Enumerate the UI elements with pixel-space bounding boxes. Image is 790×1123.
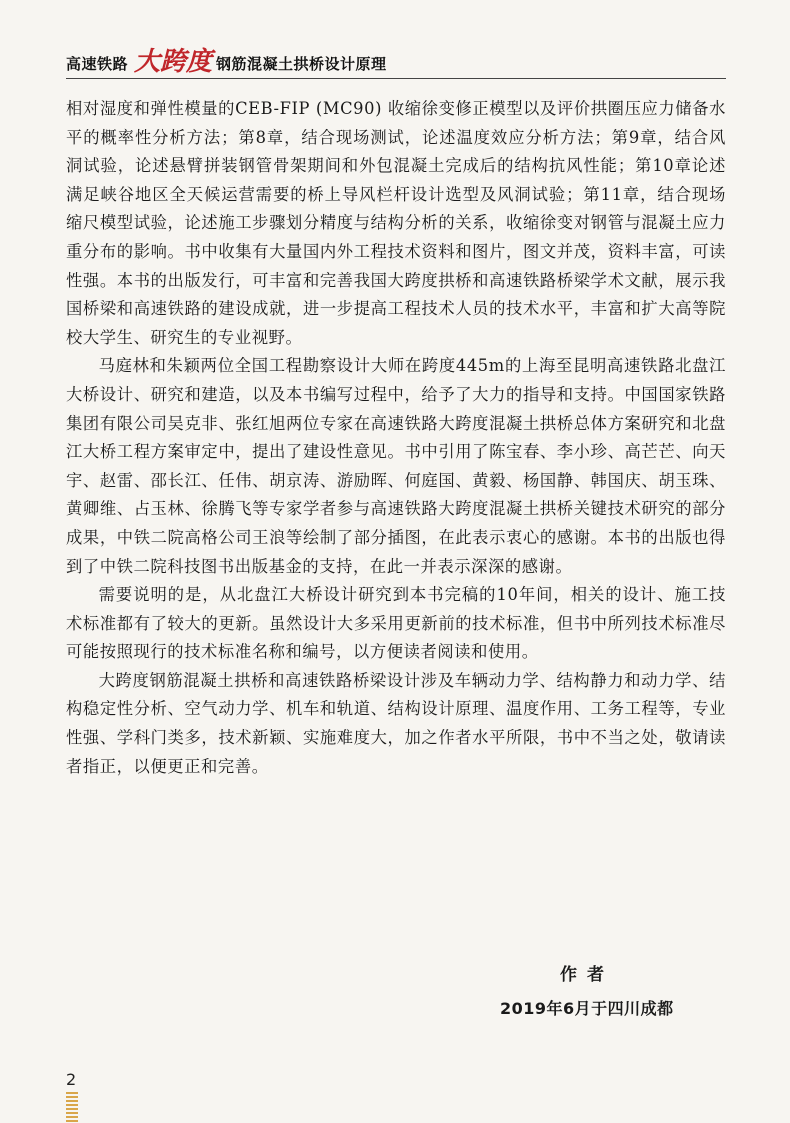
page-number: 2 [66, 1070, 77, 1089]
paragraph-1: 相对湿度和弹性模量的CEB-FIP (MC90) 收缩徐变修正模型以及评价拱圈压应力储备水平的概率性分析方法；第8章，结合现场测试，论述温度效应分析方法；第9章，结合风洞试验，论述悬臂拼装钢管骨架期间和外包混凝土完成后的结构抗风性能；第10章论述满足峡谷地区全天候运营需要的桥上导风栏杆设计选型及风洞试验；第11章，结合现场缩尺模型试验，论述施工步骤划分精度与结构分析的关系，收缩徐变对钢管与混凝土应力重分布的影响。书中收集有大量国内外工程技术资料和图片，图文并茂，资料丰富，可读性强。本书的出版发行，可丰富和完善我国大跨度拱桥和高速铁路桥梁学术文献，展示我国桥梁和高速铁路的建设成就，进一步提高工程技术人员的技术水平，丰富和扩大高等院校大学生、研究生的专业视野。 [66, 99, 726, 347]
signature-author: 作者 [560, 965, 614, 985]
page-edge-stripe [66, 1092, 78, 1123]
signature-date: 2019年6月于四川成都 [500, 999, 674, 1018]
preface-body [66, 95, 726, 781]
running-header [66, 44, 387, 77]
header-emphasis-title: 大跨度 [134, 47, 213, 77]
header-series-title: 高速铁路 [66, 55, 129, 73]
header-divider [66, 78, 726, 79]
paragraph-3: 需要说明的是，从北盘江大桥设计研究到本书完稿的10年间，相关的设计、施工技术标准都有了较大的更新。虽然设计大多采用更新前的技术标准，但书中所列技术标准尽可能按照现行的技术标准名称和编号，以方便读者阅读和使用。 [66, 585, 726, 662]
paragraph-4: 大跨度钢筋混凝土拱桥和高速铁路桥梁设计涉及车辆动力学、结构静力和动力学、结构稳定性分析、空气动力学、机车和轨道、结构设计原理、温度作用、工务工程等，专业性强、学科门类多，技术新颖、实施难度大，加之作者水平所限，书中不当之处，敬请读者指正，以便更正和完善。 [66, 670, 726, 776]
paragraph-2: 马庭林和朱颖两位全国工程勘察设计大师在跨度445m的上海至昆明高速铁路北盘江大桥设计、研究和建造，以及本书编写过程中，给予了大力的指导和支持。中国国家铁路集团有限公司吴克非、张红旭两位专家在高速铁路大跨度混凝土拱桥总体方案研究和北盘江大桥工程方案审定中，提出了建设性意见。书中引用了陈宝春、李小珍、高芒芒、向天宇、赵雷、邵长江、任伟、胡京涛、游励晖、何庭国、黄毅、杨国静、韩国庆、胡玉珠、黄卿维、占玉林、徐腾飞等专家学者参与高速铁路大跨度混凝土拱桥关键技术研究的部分成果，中铁二院高格公司王浪等绘制了部分插图，在此表示衷心的感谢。本书的出版也得到了中铁二院科技图书出版基金的支持，在此一并表示深深的感谢。 [66, 356, 726, 576]
header-book-subtitle: 钢筋混凝土拱桥设计原理 [216, 55, 387, 73]
